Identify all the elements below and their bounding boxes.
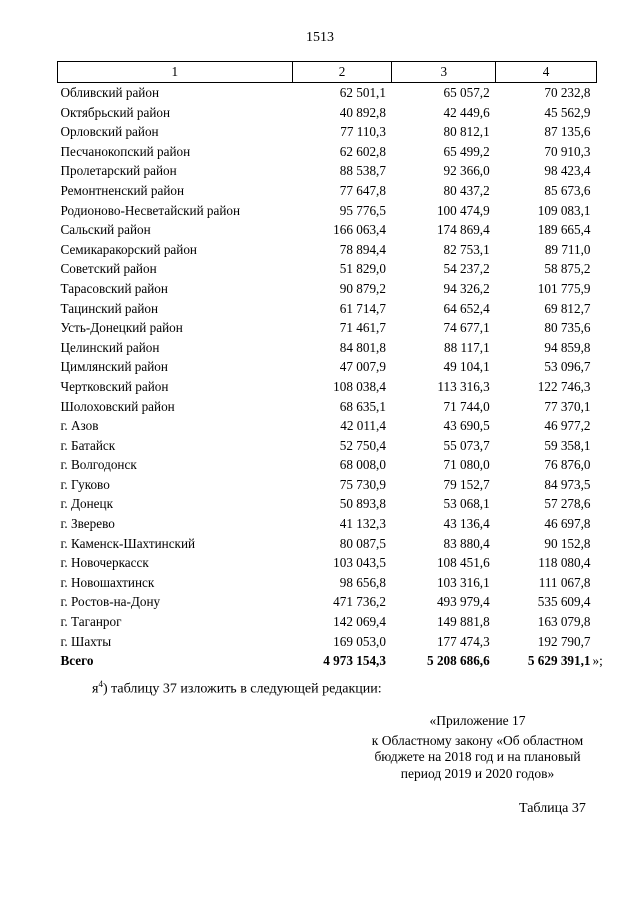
amount-cell: 174 869,4 [436,222,490,238]
territory-name: Тацинский район [60,300,159,316]
territory-name: Орловский район [60,124,159,140]
amount-cell: 76 876,0 [544,457,591,473]
table-row [58,553,597,573]
table-row [58,299,597,319]
total-value: 5 208 686,6 [427,653,490,669]
total-value-cell [496,651,603,671]
amount-cell: 57 278,6 [544,496,591,512]
annex-title: «Приложение 17 [429,713,526,728]
territory-name: Шолоховский район [60,398,175,414]
amount-cell: 62 501,1 [339,85,386,100]
table-row [58,142,597,162]
amount-cell: 77 647,8 [339,182,386,198]
annex-line: период 2019 и 2020 годов» [400,765,555,781]
total-value: 4 973 154,3 [323,653,386,669]
instruction-prefix: я [92,681,99,697]
table-row [58,436,597,456]
table-row [58,455,597,475]
amount-cell: 65 057,2 [443,85,490,100]
table-row [58,612,597,632]
column-header: 2 [292,62,392,83]
amount-cell: 75 730,9 [339,476,386,492]
amount-cell: 101 775,9 [537,280,591,296]
amount-cell: 45 562,9 [544,104,591,120]
territory-name: г. Донецк [60,496,113,512]
amount-cell: 59 358,1 [544,437,591,453]
table-row [58,103,597,123]
territory-name: г. Каменск-Шахтинский [60,535,196,551]
column-header: 1 [58,62,293,83]
amount-cell: 71 080,0 [443,457,490,473]
amount-cell: 64 652,4 [443,300,490,316]
territory-name: г. Новочеркасск [60,555,149,571]
amount-cell: 42 011,4 [340,418,386,434]
amount-cell: 108 038,4 [333,378,386,394]
amount-cell: 98 423,4 [544,163,591,179]
table-row [58,416,597,436]
amount-cell: 535 609,4 [537,594,591,610]
territory-name: Семикаракорский район [60,241,197,257]
amount-cell: 46 697,8 [544,516,591,532]
amount-cell: 80 087,5 [339,535,386,551]
table-row [58,534,597,554]
amount-cell: 58 875,2 [544,261,591,277]
amount-cell: 61 714,7 [339,300,386,316]
territory-name: г. Гуково [60,476,110,492]
table-row [58,338,597,358]
territory-name: Цимлянский район [60,359,168,375]
territory-name: г. Батайск [60,437,116,453]
total-value: 5 629 391,1 [527,653,591,669]
column-header: 4 [496,62,597,83]
table-row [58,161,597,181]
total-row [58,651,597,671]
table-row [58,220,597,240]
territory-name: г. Таганрог [60,614,122,630]
table-row [58,122,597,142]
amount-cell: 69 812,7 [544,300,591,316]
amount-cell: 189 665,4 [537,222,591,238]
amount-cell: 71 744,0 [443,398,490,414]
amount-cell: 42 449,6 [443,104,490,120]
table-row [58,201,597,221]
amount-cell: 53 068,1 [443,496,490,512]
amount-cell: 89 711,0 [544,241,591,257]
territory-name: Целинский район [60,339,160,355]
territory-name: Родионово-Несветайский район [60,202,241,218]
table-row [58,181,597,201]
amount-cell: 70 910,3 [544,143,591,159]
amount-cell: 87 135,6 [544,124,591,140]
amount-cell: 90 879,2 [339,280,386,296]
table-row [58,573,597,593]
total-label: Всего [60,653,94,669]
amount-cell: 88 538,7 [339,163,386,179]
territory-name: г. Волгодонск [60,457,137,473]
amount-cell: 111 067,8 [538,574,591,590]
table-body [58,83,597,652]
amount-cell: 95 776,5 [339,202,386,218]
page-number: 1513 [306,30,334,45]
territory-name: Советский район [60,261,157,277]
territory-name: Тарасовский район [60,280,168,296]
table-row [58,397,597,417]
territory-name: Песчанокопский район [60,143,191,159]
territory-name: Октябрьский район [60,104,171,120]
amount-cell: 471 736,2 [333,594,386,610]
territory-name: г. Зверево [60,516,115,532]
amount-cell: 493 979,4 [436,594,490,610]
amount-cell: 166 063,4 [333,222,386,238]
amount-cell: 113 316,3 [437,378,490,394]
amount-cell: 122 746,3 [537,378,591,394]
closing-quote: »; [592,653,603,669]
territory-name: Пролетарский район [60,163,177,179]
amount-cell: 77 110,3 [340,124,386,140]
amount-cell: 51 829,0 [339,261,386,277]
instruction-body: ) таблицу 37 изложить в следующей редакции: [102,681,382,697]
table-row [58,632,597,652]
budget-table [57,61,603,671]
table-row [58,279,597,299]
amount-cell: 70 232,8 [544,85,591,100]
amount-cell: 79 152,7 [443,476,490,492]
amount-cell: 65 499,2 [443,143,490,159]
amount-cell: 90 152,8 [544,535,591,551]
amount-cell: 46 977,2 [544,418,591,434]
amount-cell: 98 656,8 [339,574,386,590]
table-row [58,592,597,612]
table-row [58,240,597,260]
amount-cell: 54 237,2 [443,261,490,277]
amount-cell: 84 801,8 [339,339,386,355]
amount-cell: 177 474,3 [436,633,490,649]
amount-cell: 49 104,1 [443,359,490,375]
annex-line: бюджете на 2018 год и на плановый [374,749,581,764]
amount-cell: 108 451,6 [436,555,490,571]
territory-name: г. Азов [60,418,99,434]
annex-header [325,713,630,782]
amount-cell: 62 602,8 [339,143,386,159]
amount-cell: 82 753,1 [443,241,490,257]
amount-cell: 92 366,0 [443,163,490,179]
amount-cell: 43 690,5 [443,418,490,434]
table-row [58,259,597,279]
table-label: Таблица 37 [519,801,586,816]
amount-cell: 169 053,0 [333,633,386,649]
amount-cell: 94 859,8 [544,339,591,355]
amount-cell: 55 073,7 [443,437,490,453]
table-row [58,494,597,514]
column-header: 3 [392,62,496,83]
amount-cell: 80 437,2 [443,182,490,198]
amount-cell: 52 750,4 [339,437,386,453]
amount-cell: 84 973,5 [544,476,591,492]
territory-name: Чертковский район [60,378,169,394]
amount-cell: 100 474,9 [436,202,490,218]
table-header [58,62,597,83]
amount-cell: 68 008,0 [339,457,386,473]
amount-cell: 118 080,4 [538,555,591,571]
instruction-superscript: 4 [98,679,103,689]
table-row [58,377,597,397]
territory-name: Обливский район [60,85,160,100]
amount-cell: 142 069,4 [333,614,386,630]
amount-cell: 80 735,6 [544,320,591,336]
amount-cell: 103 043,5 [333,555,386,571]
table-row [58,318,597,338]
territory-name: г. Ростов-на-Дону [60,594,161,610]
instruction-text [92,679,382,698]
territory-name: г. Новошахтинск [60,574,155,590]
amount-cell: 74 677,1 [443,320,490,336]
amount-cell: 78 894,4 [339,241,386,257]
amount-cell: 83 880,4 [443,535,490,551]
table-row [58,514,597,534]
territory-name: г. Шахты [60,633,112,649]
amount-cell: 43 136,4 [443,516,490,532]
amount-cell: 40 892,8 [339,104,386,120]
amount-cell: 85 673,6 [544,182,591,198]
table-row [58,83,597,103]
amount-cell: 94 326,2 [443,280,490,296]
territory-name: Сальский район [60,222,151,238]
amount-cell: 71 461,7 [339,320,386,336]
amount-cell: 103 316,1 [436,574,490,590]
amount-cell: 109 083,1 [537,202,591,218]
amount-cell: 163 079,8 [537,614,591,630]
table-row [58,475,597,495]
amount-cell: 88 117,1 [444,339,490,355]
amount-cell: 41 132,3 [339,516,386,532]
amount-cell: 47 007,9 [339,359,386,375]
territory-name: Ремонтненский район [60,182,185,198]
annex-line: к Областному закону «Об областном [371,732,584,748]
amount-cell: 192 790,7 [537,633,591,649]
amount-cell: 149 881,8 [436,614,490,630]
amount-cell: 50 893,8 [339,496,386,512]
table-row [58,357,597,377]
amount-cell: 68 635,1 [339,398,386,414]
amount-cell: 53 096,7 [544,359,591,375]
territory-name: Усть-Донецкий район [60,320,183,336]
amount-cell: 77 370,1 [544,398,591,414]
amount-cell: 80 812,1 [443,124,490,140]
